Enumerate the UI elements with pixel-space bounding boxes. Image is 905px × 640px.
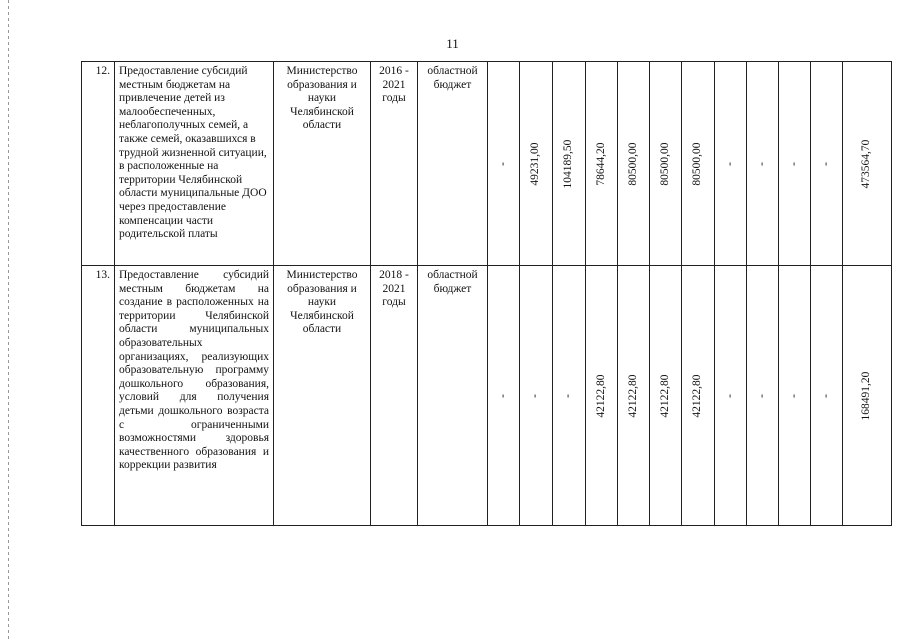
row-agency: Министерство образования и науки Челябинской области	[274, 62, 371, 266]
row-number: 13.	[82, 266, 115, 526]
value-cell	[618, 266, 650, 526]
row-number: 12.	[82, 62, 115, 266]
value-cell	[682, 62, 715, 266]
value-text: -	[496, 161, 509, 166]
value-text: 80500,00	[658, 141, 671, 186]
value-cell	[779, 266, 811, 526]
table-row	[82, 62, 892, 266]
value-cell	[650, 266, 682, 526]
value-cell	[779, 62, 811, 266]
table-row	[82, 266, 892, 526]
total-cell	[843, 266, 892, 526]
value-text: 80500,00	[626, 141, 639, 186]
value-text: -	[787, 393, 800, 398]
value-text: 42122,80	[691, 373, 704, 418]
value-text: 42122,80	[626, 373, 639, 418]
total-text: 473564,70	[860, 139, 873, 188]
row-description: Предоставление субсидий местным бюджетам на создание в расположенных на территории Челябинской области муниципальных образовательных организациях, реализующих образовательную программу дошкольного образования, условий для получения детьми дошкольного возраста с ограниченными возможностями здоровья качественного образования и коррекции развития	[115, 266, 274, 526]
page-number: 11	[446, 36, 459, 51]
value-text: 78644,20	[594, 141, 607, 186]
program-table	[81, 61, 892, 526]
value-cell	[715, 62, 747, 266]
value-text: 49231,00	[529, 141, 542, 186]
scan-left-edge	[8, 0, 9, 640]
value-text: 104189,50	[562, 139, 575, 188]
row-description: Предоставление субсидий местным бюджетам на привлечение детей из малообеспеченных, неблагополучных семей, а также семей, оказавшихся в трудной жизненной ситуации, в расположенные на территории Челябинской области муниципальные ДОО через предоставление компенсации части родительской платы	[115, 62, 274, 266]
value-cell	[715, 266, 747, 526]
value-cell	[520, 266, 553, 526]
value-text: -	[529, 393, 542, 398]
value-cell	[553, 62, 586, 266]
value-text: -	[755, 393, 768, 398]
value-text: -	[819, 161, 832, 166]
value-cell	[682, 266, 715, 526]
value-cell	[747, 266, 779, 526]
row-period: 2018 - 2021 годы	[371, 266, 418, 526]
row-agency: Министерство образования и науки Челябинской области	[274, 266, 371, 526]
value-cell	[488, 62, 520, 266]
value-text: -	[562, 393, 575, 398]
value-text: 80500,00	[691, 141, 704, 186]
value-cell	[650, 62, 682, 266]
value-cell	[811, 62, 843, 266]
value-text: -	[819, 393, 832, 398]
total-cell	[843, 62, 892, 266]
value-cell	[520, 62, 553, 266]
total-text: 168491,20	[860, 371, 873, 420]
row-funding-source: областной бюджет	[418, 266, 488, 526]
value-cell	[586, 266, 618, 526]
value-text: -	[723, 393, 736, 398]
value-text: -	[787, 161, 800, 166]
value-cell	[618, 62, 650, 266]
value-cell	[553, 266, 586, 526]
row-funding-source: областной бюджет	[418, 62, 488, 266]
value-cell	[586, 62, 618, 266]
value-cell	[747, 62, 779, 266]
value-text: -	[723, 161, 736, 166]
value-cell	[488, 266, 520, 526]
value-text: 42122,80	[594, 373, 607, 418]
value-text: 42122,80	[658, 373, 671, 418]
value-text: -	[755, 161, 768, 166]
row-period: 2016 - 2021 годы	[371, 62, 418, 266]
value-text: -	[496, 393, 509, 398]
value-cell	[811, 266, 843, 526]
